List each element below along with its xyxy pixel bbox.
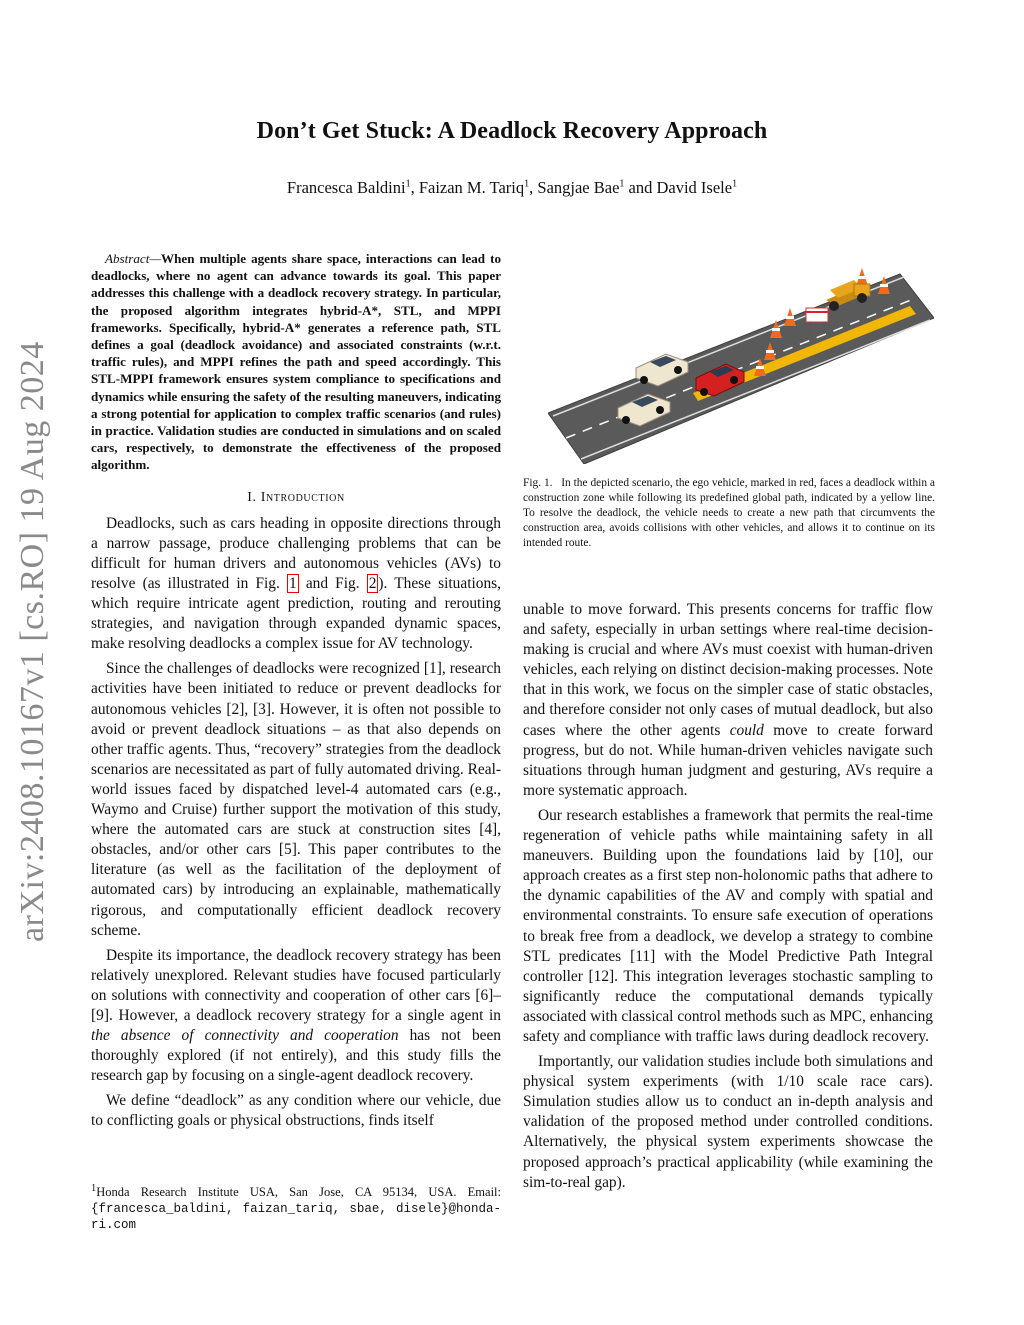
body-paragraph: Importantly, our validation studies include both simulations and physical system experiments (with 1/10 scale race cars). Simulation studies allow us to conduct an in-depth analysis and validation of the proposed method under controlled conditions. Alternatively, the physical system experiments showcase the proposed approach’s practical applicability (while examining the sim-to-real gap).	[523, 1053, 933, 1191]
footnote: $^1$Honda Research Institute USA, San Jose, CA 95134, USA. Email: {francesca_baldini, faizan_tariq, sbae, disele}@honda-ri.com	[91, 1183, 501, 1233]
footnote-mark: 1	[91, 1183, 97, 1194]
author-affiliation-mark: 1	[524, 178, 530, 190]
author-affiliation-mark: 1	[732, 178, 738, 190]
intro-paragraph: Deadlocks, such as cars heading in opposite directions through a narrow passage, produce challenging problems that can be difficult for human drivers and autonomous vehicles (AVs) to resolve (as illustrated in Fig. 1 and Fig. 2 ). These situations, which require intricate agent prediction, routing and rerouting strategies, and navigation through expanded dynamic spaces, make resolving deadlocks a complex issue for AV technology.	[91, 514, 501, 653]
caption-label: Fig. 1.	[523, 477, 553, 489]
section-heading: I. Introduction	[247, 489, 345, 505]
author-affiliation-mark: 1	[619, 178, 625, 190]
footnote-emails: {francesca_baldini, faizan_tariq, sbae, disele}@honda-ri.com	[91, 1201, 501, 1233]
body-paragraph: Our research establishes a framework that permits the real-time regeneration of vehicle paths while maintaining safety in all maneuvers. Building upon the foundations laid by [10], our approach creates as a first step non-holonomic paths that adhere to the dynamic capabilities of the AV and comply with spatial and environmental constraints. To ensure safe execution of operations to break free from a deadlock, we develop a strategy to combine STL predicates [11] with the Model Predictive Path Integral controller [12]. This integration leverages stochastic sampling to significantly reduce the computational demands typically associated with classical control methods such as MPC, enhancing safety and compliance with traffic laws during deadlock recovery.	[523, 806, 933, 1045]
figure-caption	[523, 476, 935, 551]
author-name: Sangjae Bae	[537, 178, 620, 197]
arxiv-identifier: arXiv:2408.10167v1 [cs.RO] 19 Aug 2024	[14, 341, 51, 942]
paper-title: Don’t Get Stuck: A Deadlock Recovery Approach	[256, 118, 768, 144]
intro-paragraph: We define “deadlock” as any condition where our vehicle, due to conflicting goals or physical obstructions, finds itself	[91, 1092, 501, 1130]
author-name: Francesca Baldini	[286, 178, 406, 197]
figure-link[interactable]: 2	[368, 575, 377, 593]
abstract-label: Abstract	[105, 251, 150, 266]
caption-text: In the depicted scenario, the ego vehicle, marked in red, faces a deadlock within a construction zone while following its predefined global path, indicated by a yellow line. To resolve the deadlock, the vehicle needs to create a new path that circumvents the construction area, avoids collisions with other vehicles, and allows it to continue on its intended route.	[523, 477, 935, 549]
author-list: Francesca Baldini$^1$, Faizan M. Tariq$^1$, Sangjae Bae$^1$ and David Isele$^1$	[286, 178, 738, 197]
right-column	[523, 600, 933, 1198]
traffic-cone	[856, 268, 868, 286]
author-name: Faizan M. Tariq	[418, 178, 525, 197]
figure-1	[548, 248, 934, 464]
author-affiliation-mark: 1	[405, 178, 411, 190]
author-name: David Isele	[656, 178, 733, 197]
deadlock-scenario-illustration	[548, 248, 934, 464]
road	[548, 274, 934, 464]
figure-link[interactable]: 1	[288, 575, 297, 593]
abstract-text: When multiple agents share space, interactions can lead to deadlocks, where no agent can advance towards its goal. This paper addresses this challenge with a deadlock recovery strategy. In particular, the proposed algorithm integrates hybrid-A*, STL, and MPPI frameworks. Specifically, hybrid-A* generates a reference path, STL defines a goal (deadlock avoidance) and associated constraints (w.r.t. traffic rules), and MPPI refines the path and speed accordingly. This STL-MPPI framework ensures system compliance to specifications and dynamics while ensuring the safety of the resulting maneuvers, indicating a strong potential for application to complex traffic scenarios (and rules) in practice. Validation studies are conducted in simulations and on scaled cars, respectively, to demonstrate the effectiveness of the proposed algorithm.	[91, 251, 501, 473]
abstract: Abstract—When multiple agents share space, interactions can lead to deadlocks, where no agent can advance towards its goal. This paper addresses this challenge with a deadlock recovery strategy. In particular, the proposed algorithm integrates hybrid-A*, STL, and MPPI frameworks. Specifically, hybrid-A* generates a reference path, STL defines a goal (deadlock avoidance) and associated constraints (w.r.t. traffic rules), and MPPI refines the path and speed accordingly. This STL-MPPI framework ensures system compliance to specifications and dynamics while ensuring the safety of the resulting maneuvers, indicating a strong potential for application to complex traffic scenarios (and rules) in practice. Validation studies are conducted in simulations and on scaled cars, respectively, to demonstrate the effectiveness of the proposed algorithm.	[91, 251, 501, 473]
body-paragraph: unable to move forward. This presents concerns for traffic flow and safety, especially in urban settings where real-time decision-making is crucial and where AVs must coexist with human-driven vehicles, each relying on distinct decision-making processes. Note that in this work, we focus on the simpler case of static obstacles, and therefore consider not only cases of mutual deadlock, but also cases where the other agents could move to create forward progress, but do not. While human-driven vehicles navigate such situations through human judgment and gesturing, AVs require a more systematic approach.	[523, 601, 933, 799]
left-column	[91, 250, 501, 1137]
intro-paragraph: Despite its importance, the deadlock recovery strategy has been relatively unexplored. Relevant studies have focused particularly on solutions with connectivity and cooperation of other cars [6]–[9]. However, a deadlock recovery strategy for a single agent in the absence of connectivity and cooperation has not been thoroughly explored (if not entirely), and this study fills the research gap by focusing on a single-agent deadlock recovery.	[91, 946, 501, 1085]
intro-paragraph: Since the challenges of deadlocks were recognized [1], research activities have been initiated to reduce or prevent deadlocks for autonomous vehicles [2], [3]. However, it is often not possible to avoid or prevent deadlock situations – as that also depends on other traffic agents. Thus, “recovery” strategies from the deadlock scenarios are necessitated as part of fully automated driving. Real-world issues faced by dispatched level-4 automated cars (e.g., Waymo and Cruise) further support the motivation of this study, where the automated cars are stuck at construction sites [4], obstacles, and/or other cars [5]. This paper contributes to the literature (as well as the facilitation of the deployment of automated cars) by introducing an explainable, mathematically rigorous, and computationally efficient deadlock recovery scheme.	[91, 660, 501, 939]
